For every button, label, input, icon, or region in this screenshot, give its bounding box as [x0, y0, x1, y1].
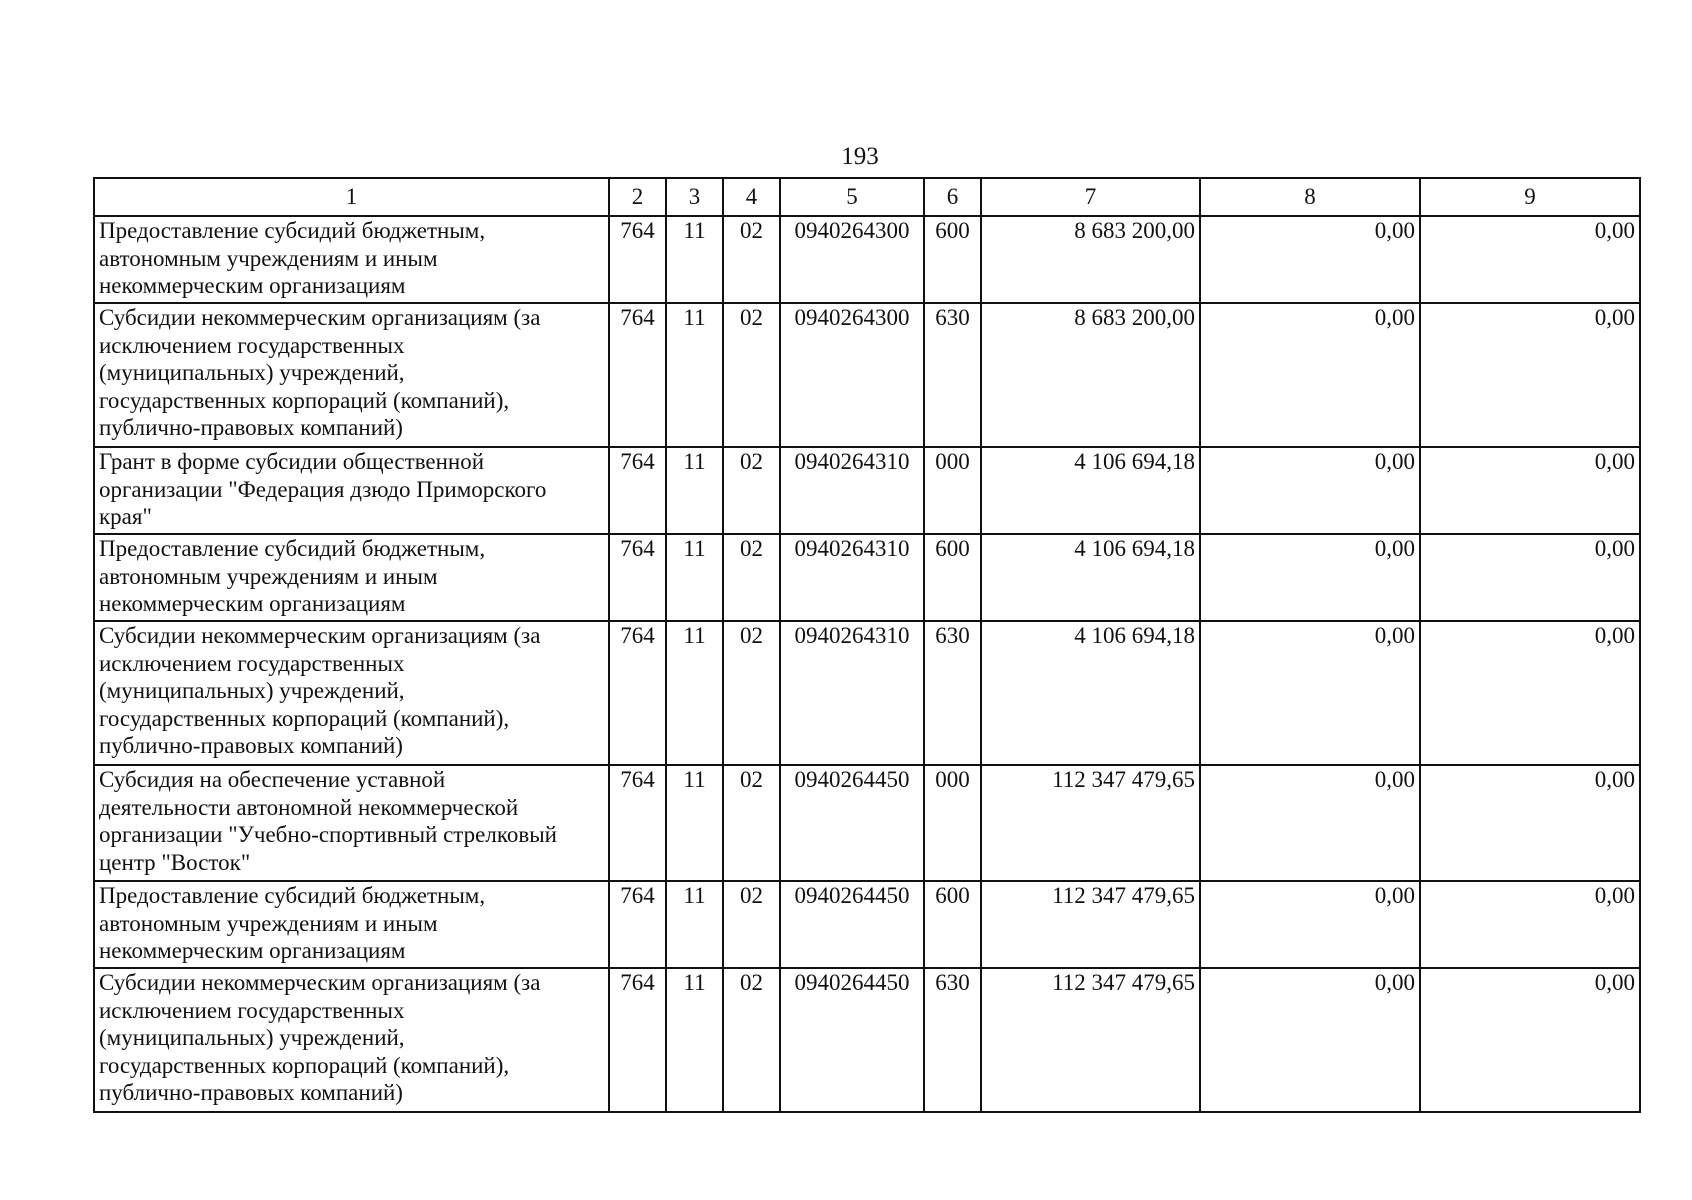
row-name-line: Субсидии некоммерческим организациям (за [99, 305, 541, 330]
amount-cell-c7: 112 347 479,65 [981, 765, 1200, 881]
column-header: 7 [981, 178, 1200, 216]
row-name-line: государственных корпораций (компаний), [99, 387, 510, 413]
row-name-line: (муниципальных) учреждений, [99, 360, 405, 385]
row-name-line: организации "Федерация дзюдо Приморского [99, 476, 547, 502]
amount-cell-c9: 0,00 [1420, 303, 1640, 447]
code-cell-c5: 0940264450 [780, 968, 924, 1112]
column-header: 8 [1200, 178, 1420, 216]
code-cell-c4: 02 [723, 968, 780, 1112]
row-name-line: публично-правовых компаний) [99, 1080, 403, 1105]
amount-cell-c9: 0,00 [1420, 881, 1640, 968]
code-cell-c2: 764 [609, 621, 666, 765]
code-cell-c6: 630 [924, 621, 981, 765]
column-header: 2 [609, 178, 666, 216]
code-cell-c3: 11 [666, 216, 723, 303]
table-row [94, 881, 1640, 968]
row-name-line: некоммерческим организациям [99, 591, 406, 616]
amount-cell-c9: 0,00 [1420, 216, 1640, 303]
code-cell-c3: 11 [666, 447, 723, 534]
row-name-line: Предоставление субсидий бюджетным, [99, 536, 486, 561]
table-body [94, 178, 1640, 1112]
code-cell-c3: 11 [666, 534, 723, 621]
code-cell-c5: 0940264310 [780, 621, 924, 765]
row-name-line: исключением государственных [99, 332, 405, 358]
code-cell-c5: 0940264300 [780, 216, 924, 303]
row-name-cell [94, 216, 609, 303]
amount-cell-c8: 0,00 [1200, 968, 1420, 1112]
amount-cell-c8: 0,00 [1200, 216, 1420, 303]
code-cell-c2: 764 [609, 534, 666, 621]
row-name-line: некоммерческим организациям [99, 273, 406, 298]
code-cell-c5: 0940264450 [780, 765, 924, 881]
amount-cell-c8: 0,00 [1200, 303, 1420, 447]
code-cell-c5: 0940264310 [780, 447, 924, 534]
row-name-cell [94, 534, 609, 621]
table-row [94, 447, 1640, 534]
row-name-line: (муниципальных) учреждений, [99, 1025, 405, 1050]
row-name-cell [94, 881, 609, 968]
page-number: 193 [841, 143, 879, 170]
code-cell-c3: 11 [666, 765, 723, 881]
column-header: 1 [94, 178, 609, 216]
amount-cell-c7: 112 347 479,65 [981, 881, 1200, 968]
code-cell-c4: 02 [723, 765, 780, 881]
row-name-line: Предоставление субсидий бюджетным, [99, 218, 486, 243]
amount-cell-c9: 0,00 [1420, 621, 1640, 765]
code-cell-c4: 02 [723, 216, 780, 303]
amount-cell-c9: 0,00 [1420, 447, 1640, 534]
amount-cell-c7: 8 683 200,00 [981, 216, 1200, 303]
row-name-line: Грант в форме субсидии общественной [99, 449, 485, 474]
code-cell-c5: 0940264450 [780, 881, 924, 968]
amount-cell-c8: 0,00 [1200, 621, 1420, 765]
code-cell-c3: 11 [666, 881, 723, 968]
code-cell-c2: 764 [609, 968, 666, 1112]
amount-cell-c8: 0,00 [1200, 447, 1420, 534]
code-cell-c6: 000 [924, 447, 981, 534]
code-cell-c6: 600 [924, 534, 981, 621]
code-cell-c2: 764 [609, 765, 666, 881]
code-cell-c5: 0940264300 [780, 303, 924, 447]
table-row [94, 534, 1640, 621]
code-cell-c4: 02 [723, 303, 780, 447]
table-row [94, 968, 1640, 1112]
row-name-cell [94, 765, 609, 881]
row-name-line: автономным учреждениям и иным [99, 245, 438, 271]
code-cell-c3: 11 [666, 621, 723, 765]
table-row [94, 765, 1640, 881]
code-cell-c6: 600 [924, 216, 981, 303]
row-name-cell [94, 447, 609, 534]
row-name-line: автономным учреждениям и иным [99, 910, 438, 936]
row-name-line: Субсидии некоммерческим организациям (за [99, 623, 541, 648]
row-name-line: деятельности автономной некоммерческой [99, 794, 519, 820]
row-name-line: исключением государственных [99, 650, 405, 676]
table-row [94, 621, 1640, 765]
code-cell-c6: 630 [924, 303, 981, 447]
row-name-line: государственных корпораций (компаний), [99, 705, 510, 731]
amount-cell-c9: 0,00 [1420, 765, 1640, 881]
row-name-line: некоммерческим организациям [99, 938, 406, 963]
code-cell-c6: 600 [924, 881, 981, 968]
amount-cell-c7: 4 106 694,18 [981, 621, 1200, 765]
row-name-cell [94, 621, 609, 765]
amount-cell-c9: 0,00 [1420, 534, 1640, 621]
column-header: 6 [924, 178, 981, 216]
code-cell-c4: 02 [723, 534, 780, 621]
row-name-line: Предоставление субсидий бюджетным, [99, 883, 486, 908]
code-cell-c2: 764 [609, 303, 666, 447]
column-header: 9 [1420, 178, 1640, 216]
row-name-line: (муниципальных) учреждений, [99, 678, 405, 703]
row-name-line: публично-правовых компаний) [99, 733, 403, 758]
amount-cell-c8: 0,00 [1200, 881, 1420, 968]
row-name-cell [94, 303, 609, 447]
amount-cell-c8: 0,00 [1200, 765, 1420, 881]
amount-cell-c9: 0,00 [1420, 968, 1640, 1112]
code-cell-c2: 764 [609, 447, 666, 534]
row-name-line: центр "Восток" [99, 849, 251, 875]
row-name-line: Субсидия на обеспечение уставной [99, 767, 446, 792]
table-row [94, 216, 1640, 303]
row-name-line: автономным учреждениям и иным [99, 563, 438, 589]
code-cell-c2: 764 [609, 216, 666, 303]
table-header-row [94, 178, 1640, 216]
row-name-line: публично-правовых компаний) [99, 415, 403, 440]
column-header: 3 [666, 178, 723, 216]
column-header: 5 [780, 178, 924, 216]
code-cell-c4: 02 [723, 881, 780, 968]
code-cell-c6: 000 [924, 765, 981, 881]
amount-cell-c7: 4 106 694,18 [981, 447, 1200, 534]
amount-cell-c7: 4 106 694,18 [981, 534, 1200, 621]
row-name-line: края" [99, 504, 152, 529]
code-cell-c5: 0940264310 [780, 534, 924, 621]
amount-cell-c8: 0,00 [1200, 534, 1420, 621]
row-name-line: государственных корпораций (компаний), [99, 1052, 510, 1078]
amount-cell-c7: 112 347 479,65 [981, 968, 1200, 1112]
row-name-line: исключением государственных [99, 997, 405, 1023]
code-cell-c2: 764 [609, 881, 666, 968]
column-header: 4 [723, 178, 780, 216]
code-cell-c4: 02 [723, 621, 780, 765]
row-name-cell [94, 968, 609, 1112]
code-cell-c3: 11 [666, 303, 723, 447]
code-cell-c4: 02 [723, 447, 780, 534]
row-name-line: организации "Учебно-спортивный стрелковый [99, 822, 557, 847]
code-cell-c3: 11 [666, 968, 723, 1112]
row-name-line: Субсидии некоммерческим организациям (за [99, 970, 541, 995]
budget-table [93, 177, 1641, 1113]
amount-cell-c7: 8 683 200,00 [981, 303, 1200, 447]
table-row [94, 303, 1640, 447]
code-cell-c6: 630 [924, 968, 981, 1112]
